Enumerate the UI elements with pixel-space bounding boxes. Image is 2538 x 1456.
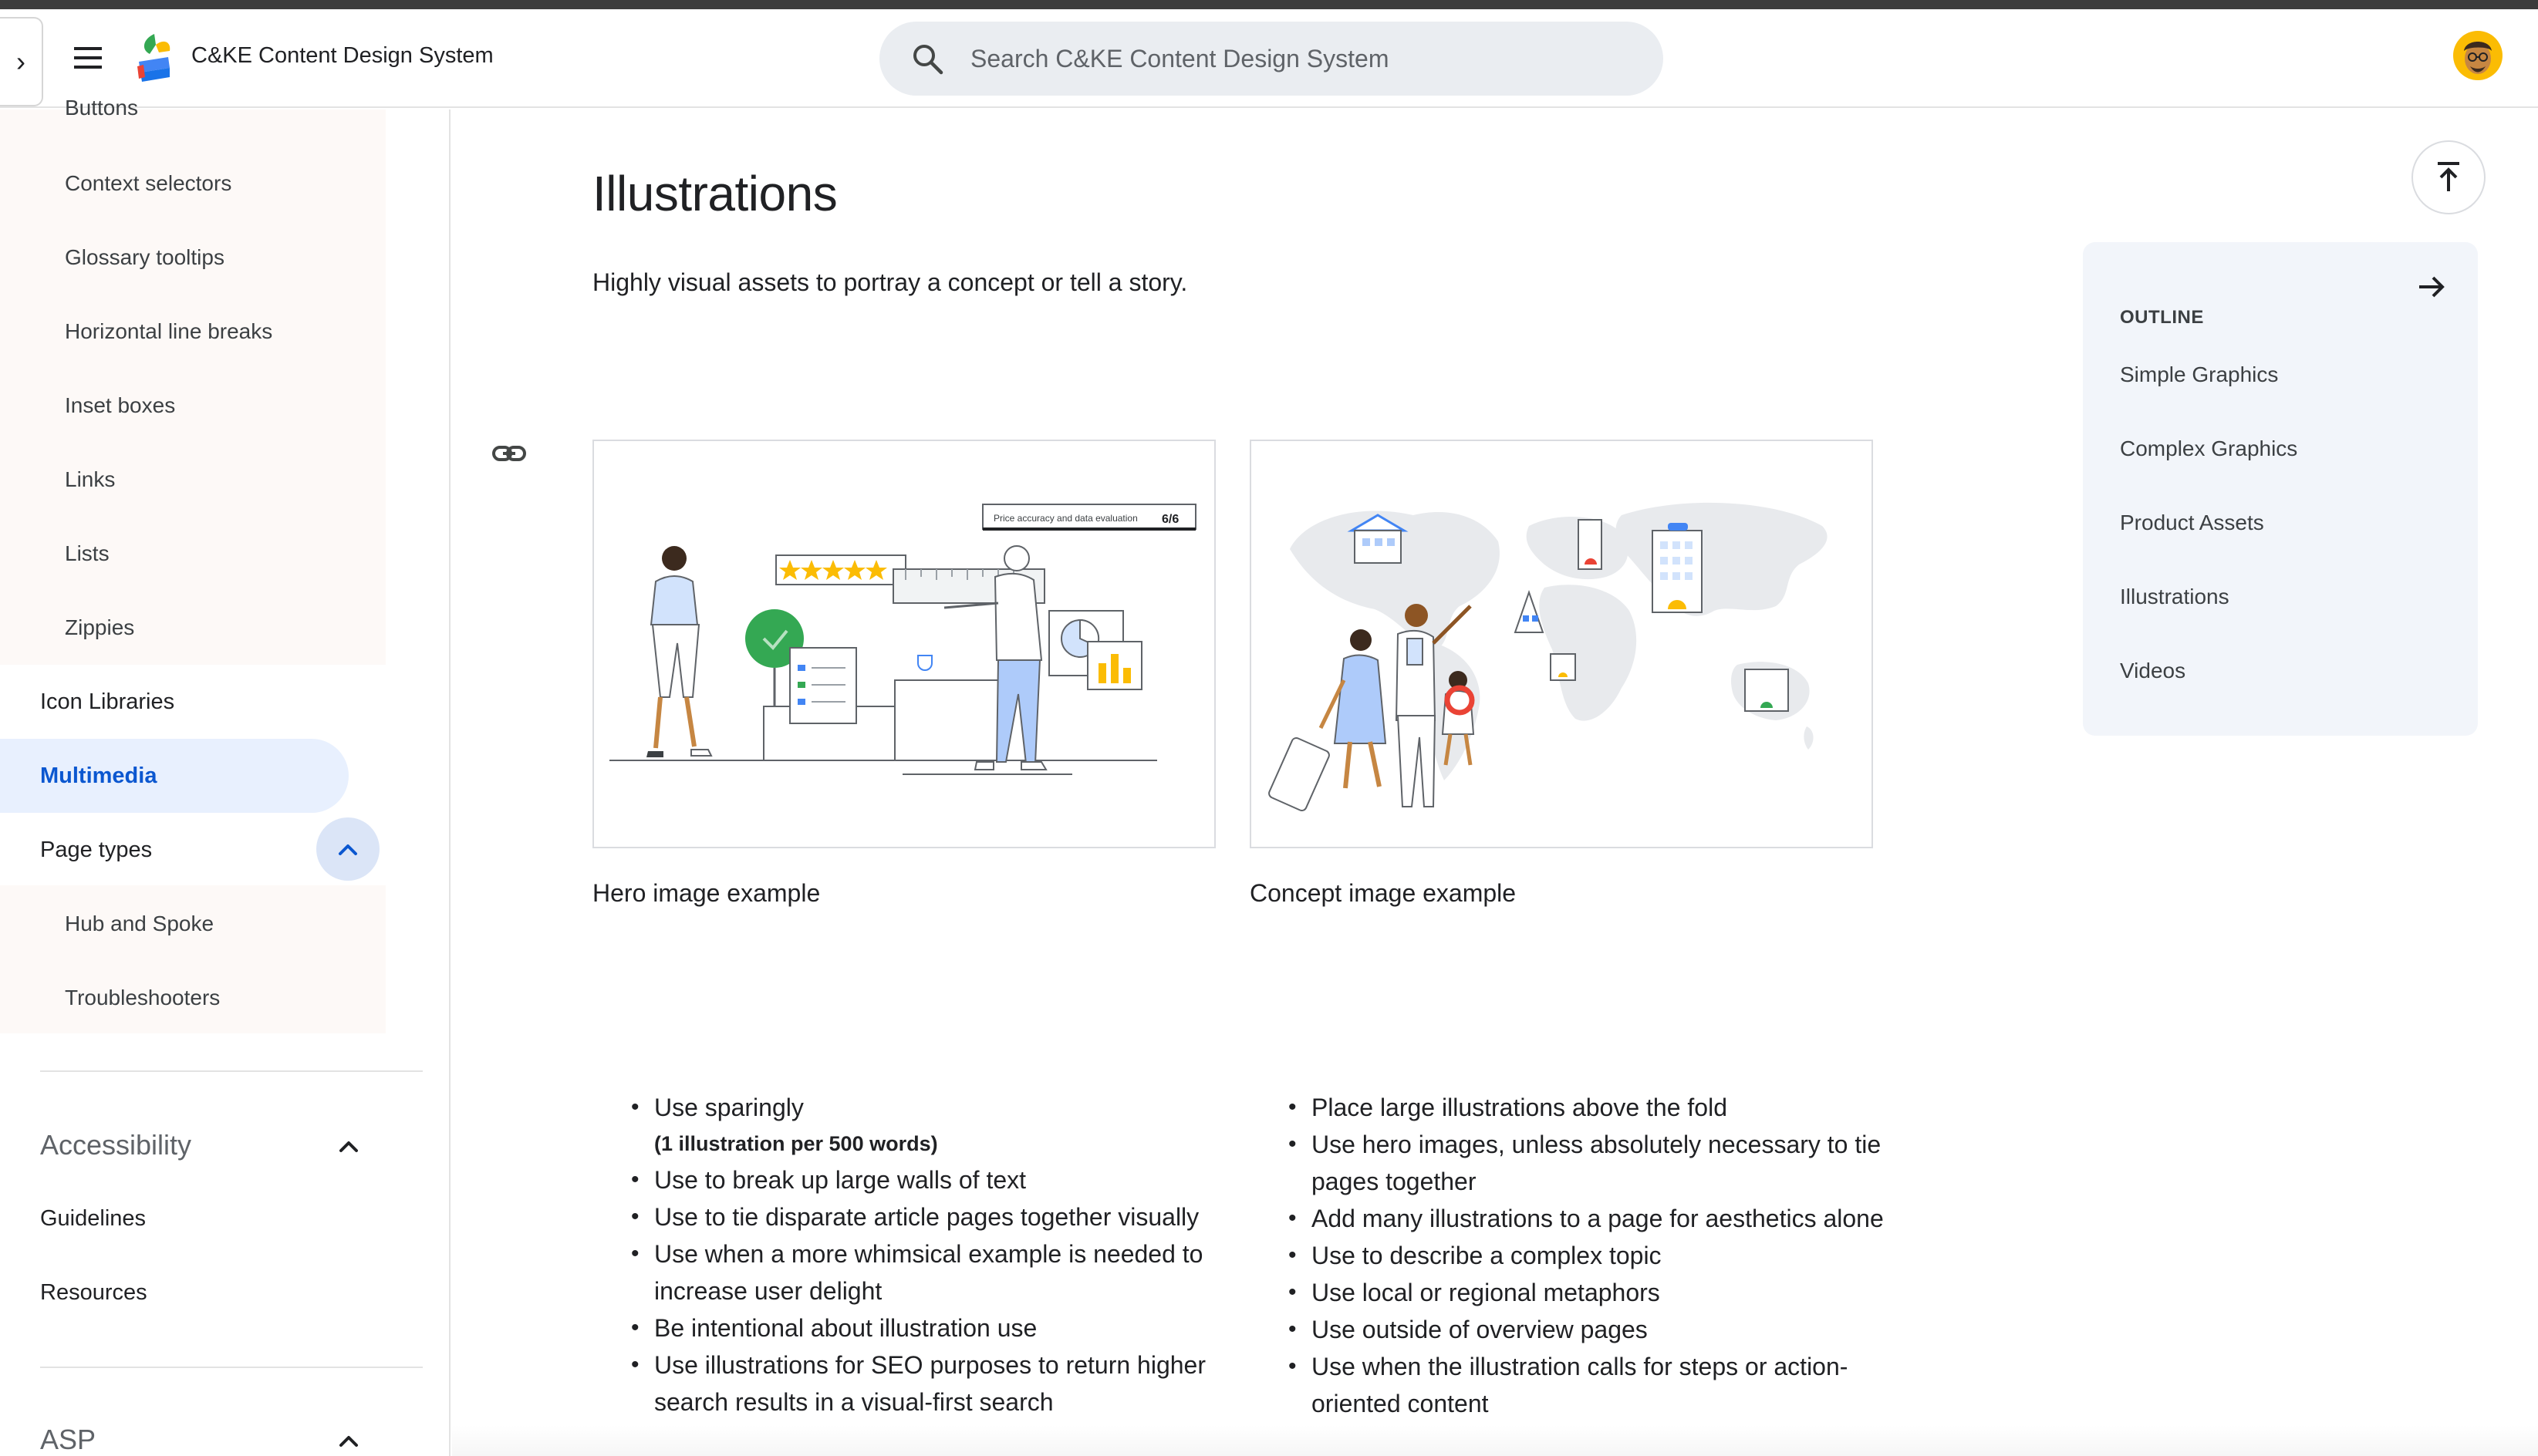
nav-item-links[interactable]: Links — [65, 467, 116, 491]
list-item: • Be intentional about illustration use — [631, 1309, 1233, 1346]
nav-item-lists[interactable]: Lists — [65, 541, 110, 565]
dont-list — [1288, 1089, 1890, 1422]
outline-item-product-assets[interactable]: Product Assets — [2120, 511, 2264, 534]
nav-item-inset-boxes[interactable]: Inset boxes — [65, 393, 176, 417]
outline-item-videos[interactable]: Videos — [2120, 659, 2186, 682]
list-item: • Use when a more whimsical example is needed to increase user delight — [631, 1235, 1233, 1309]
chevron-up-icon[interactable] — [335, 1132, 363, 1160]
list-item: • Use hero images, unless absolutely necessary to tie pages together — [1288, 1126, 1890, 1200]
back-to-top-button[interactable] — [2411, 140, 2486, 214]
page-outline — [2083, 242, 2478, 736]
nav-item-context-selectors[interactable]: Context selectors — [65, 171, 232, 195]
nav-item-page-types[interactable]: Page types — [40, 838, 153, 862]
section-title-asp[interactable]: ASP — [40, 1424, 96, 1455]
bottom-shadow — [452, 1425, 2538, 1456]
list-item: • Use local or regional metaphors — [1288, 1274, 1890, 1311]
hero-image-figure — [592, 440, 1216, 848]
hero-banner-text: Price accuracy and data evaluation — [994, 513, 1138, 524]
nav-item-horizontal-line-breaks[interactable]: Horizontal line breaks — [65, 319, 273, 343]
do-list — [631, 1089, 1233, 1421]
menu-button[interactable] — [66, 39, 110, 77]
outline-item-simple-graphics[interactable]: Simple Graphics — [2120, 362, 2279, 386]
list-item-note: (1 illustration per 500 words) — [654, 1132, 938, 1155]
list-item: • Use sparingly (1 illustration per 500 words) — [631, 1089, 1233, 1161]
list-item: • Use when the illustration calls for steps or action-oriented content — [1288, 1348, 1890, 1422]
nav-divider — [40, 1367, 423, 1368]
list-item: • Use outside of overview pages — [1288, 1311, 1890, 1348]
outline-item-complex-graphics[interactable]: Complex Graphics — [2120, 436, 2298, 460]
nav-item-troubleshooters[interactable]: Troubleshooters — [65, 986, 221, 1009]
list-item: • Use illustrations for SEO purposes to return higher search results in a visual-first search — [631, 1346, 1233, 1421]
concept-image-figure — [1250, 440, 1873, 848]
hero-image-caption: Hero image example — [592, 879, 821, 907]
nav-divider — [40, 1070, 423, 1072]
list-item: • Use to describe a complex topic — [1288, 1237, 1890, 1274]
top-app-bar — [0, 9, 2538, 108]
nav-item-resources[interactable]: Resources — [40, 1280, 147, 1305]
back-to-top-icon — [2433, 160, 2464, 194]
sidebar-toggle-button[interactable] — [0, 17, 43, 106]
logo-icon[interactable] — [133, 31, 176, 83]
search-icon[interactable] — [910, 42, 944, 76]
list-item: • Add many illustrations to a page for aesthetics alone — [1288, 1200, 1890, 1237]
outline-item-illustrations[interactable]: Illustrations — [2120, 585, 2229, 608]
left-navigation — [0, 96, 451, 1456]
nav-item-glossary-tooltips[interactable]: Glossary tooltips — [65, 245, 224, 269]
page-types-collapse-button[interactable] — [316, 817, 380, 881]
nav-item-hub-and-spoke[interactable]: Hub and Spoke — [65, 912, 214, 935]
search-bar[interactable] — [879, 22, 1663, 96]
list-item: • Use to tie disparate article pages together visually — [631, 1198, 1233, 1235]
menu-icon — [74, 47, 102, 69]
nav-item-multimedia[interactable]: Multimedia — [40, 763, 157, 788]
list-item: • Use to break up large walls of text — [631, 1161, 1233, 1198]
chevron-right-icon: › — [16, 46, 25, 77]
nav-item-guidelines[interactable]: Guidelines — [40, 1206, 147, 1231]
search-input[interactable] — [970, 22, 1634, 96]
nav-item-icon-libraries[interactable]: Icon Libraries — [40, 689, 175, 714]
list-item: • Place large illustrations above the fold — [1288, 1089, 1890, 1126]
section-title-accessibility[interactable]: Accessibility — [40, 1129, 192, 1161]
window-top-strip — [0, 0, 2538, 9]
nav-item-buttons[interactable]: Buttons — [65, 96, 138, 120]
outline-heading: OUTLINE — [2120, 307, 2204, 328]
chevron-up-icon[interactable] — [335, 1427, 363, 1454]
site-title[interactable]: C&KE Content Design System — [191, 43, 494, 68]
avatar[interactable] — [2453, 31, 2503, 80]
hero-illustration — [594, 441, 1214, 847]
page-types-group — [0, 885, 386, 1033]
nav-item-zippies[interactable]: Zippies — [65, 615, 135, 639]
page-title: Illustrations — [592, 166, 838, 221]
concept-image-caption: Concept image example — [1250, 879, 1517, 907]
page-description: Highly visual assets to portray a concept or tell a story. — [592, 268, 1188, 296]
link-icon[interactable] — [491, 435, 528, 472]
chevron-up-icon — [337, 841, 359, 857]
concept-illustration — [1251, 441, 1871, 847]
hero-banner-score: 6/6 — [1162, 513, 1180, 526]
arrow-right-icon[interactable] — [2415, 270, 2449, 304]
